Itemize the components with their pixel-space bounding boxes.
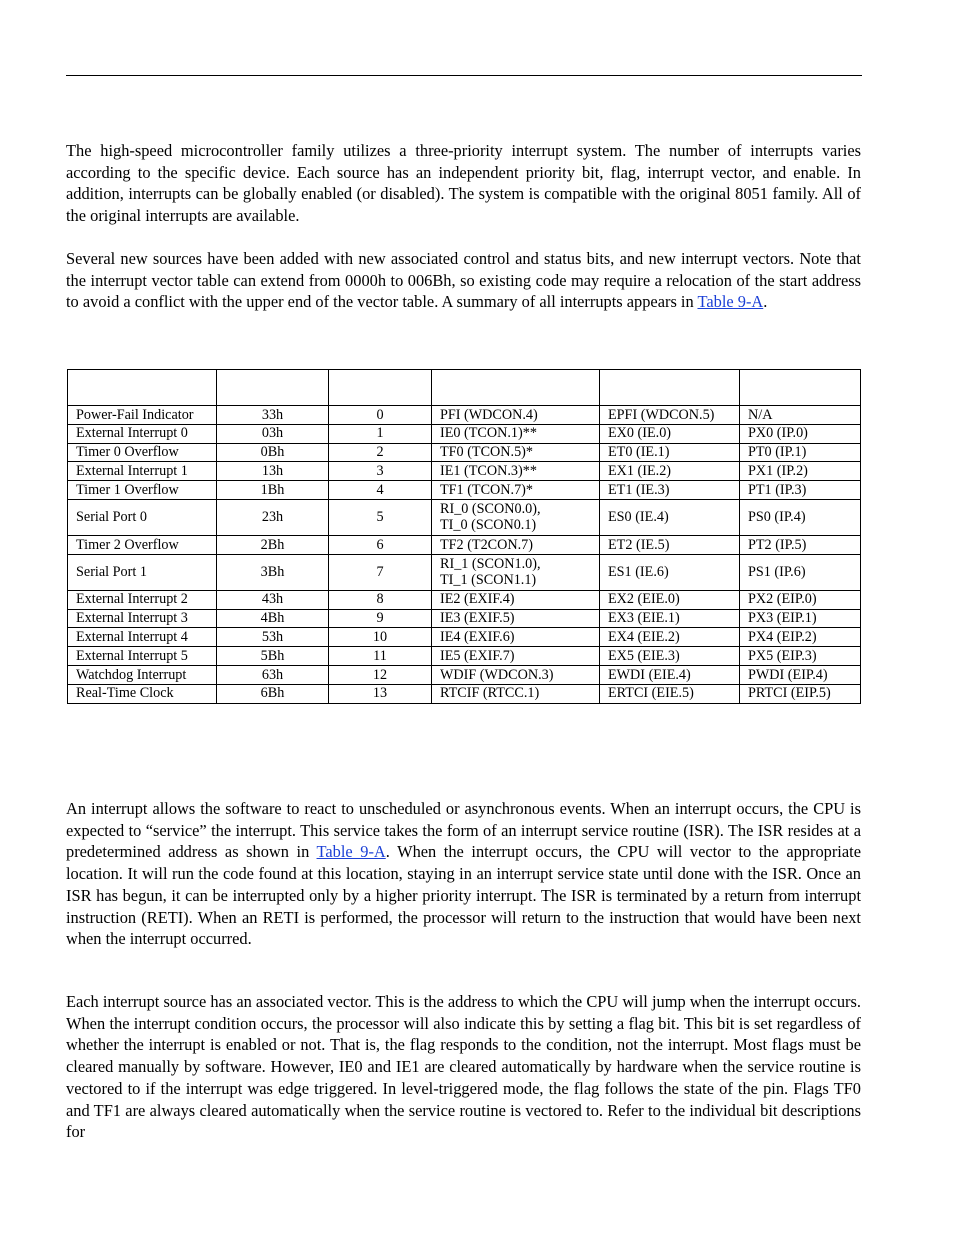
vector-cell: 13h bbox=[217, 462, 329, 481]
enable-cell: EX5 (EIE.3) bbox=[600, 647, 740, 666]
intro-paragraph-1: The high-speed microcontroller family utilizes a three-priority interrupt system. The number of interrupts varies according to the specific device. Each source has an independent priority bit, flag, interrupt vector, and enable. In addition, interrupts can be globally enabled (or disabled). The system is compatible with the original 8051 family. All of the original interrupts are available. bbox=[66, 141, 861, 226]
priority-cell: PRTCI (EIP.5) bbox=[740, 684, 861, 703]
flag-cell: RTCIF (RTCC.1) bbox=[432, 684, 600, 703]
priority-cell: PT1 (IP.3) bbox=[740, 481, 861, 500]
flag-cell: IE1 (TCON.3)** bbox=[432, 462, 600, 481]
table-row bbox=[68, 462, 861, 481]
table-row bbox=[68, 499, 861, 535]
enable-cell: EX0 (IE.0) bbox=[600, 424, 740, 443]
priority-cell: PX2 (EIP.0) bbox=[740, 590, 861, 609]
enable-cell: EPFI (WDCON.5) bbox=[600, 406, 740, 425]
header-cell bbox=[740, 370, 861, 406]
table-row bbox=[68, 406, 861, 425]
flag-line: RI_0 (SCON0.0), bbox=[440, 500, 541, 517]
flag-cell: TF1 (TCON.7)* bbox=[432, 481, 600, 500]
order-cell: 0 bbox=[329, 406, 432, 425]
body-paragraph-1-text-b: . When the interrupt occurs, the CPU will vector to the appropriate location. It will run the code found at this location, staying in an interrupt service state until done with the ISR. Once an ISR has begun, it can be interrupted only by a higher priority interrupt. The ISR is terminated by a return from interrupt instruction (RETI). When an RETI is performed, the processor will return to the instruction that would have been next when the interrupt occurred. bbox=[66, 842, 861, 949]
table-header-row bbox=[68, 370, 861, 406]
source-cell: Serial Port 1 bbox=[68, 554, 217, 590]
header-cell bbox=[600, 370, 740, 406]
vector-cell: 33h bbox=[217, 406, 329, 425]
priority-cell: PX3 (EIP.1) bbox=[740, 609, 861, 628]
order-cell: 9 bbox=[329, 609, 432, 628]
enable-cell: EX3 (EIE.1) bbox=[600, 609, 740, 628]
order-cell: 1 bbox=[329, 424, 432, 443]
flag-cell: TF2 (T2CON.7) bbox=[432, 535, 600, 554]
priority-cell: PX0 (IP.0) bbox=[740, 424, 861, 443]
order-cell: 11 bbox=[329, 647, 432, 666]
table-row bbox=[68, 665, 861, 684]
source-cell: External Interrupt 2 bbox=[68, 590, 217, 609]
body-paragraph-1-text-a: An interrupt allows the software to react to unscheduled or asynchronous events. When an interrupt occurs, the CPU is expected to “service” the interrupt. This service takes the form of an interrupt service routine (ISR). The ISR resides at a predetermined address as shown in bbox=[66, 799, 861, 862]
table-row bbox=[68, 535, 861, 554]
header-rule bbox=[66, 75, 862, 76]
flag-line: RI_1 (SCON1.0), bbox=[440, 555, 541, 572]
order-cell: 6 bbox=[329, 535, 432, 554]
table-row bbox=[68, 647, 861, 666]
vector-cell: 4Bh bbox=[217, 609, 329, 628]
enable-cell: ES0 (IE.4) bbox=[600, 499, 740, 535]
enable-cell: ET1 (IE.3) bbox=[600, 481, 740, 500]
vector-cell: 1Bh bbox=[217, 481, 329, 500]
order-cell: 13 bbox=[329, 684, 432, 703]
priority-cell: N/A bbox=[740, 406, 861, 425]
source-cell: External Interrupt 5 bbox=[68, 647, 217, 666]
intro-paragraph-2-end: . bbox=[763, 292, 768, 312]
flag-cell: IE5 (EXIF.7) bbox=[432, 647, 600, 666]
flag-cell: IE4 (EXIF.6) bbox=[432, 628, 600, 647]
table-9a-link[interactable]: Table 9-A bbox=[697, 292, 764, 312]
flag-cell: IE2 (EXIF.4) bbox=[432, 590, 600, 609]
order-cell: 7 bbox=[329, 554, 432, 590]
order-cell: 4 bbox=[329, 481, 432, 500]
vector-cell: 2Bh bbox=[217, 535, 329, 554]
table-row bbox=[68, 481, 861, 500]
table-row bbox=[68, 424, 861, 443]
source-cell: External Interrupt 3 bbox=[68, 609, 217, 628]
vector-cell: 3Bh bbox=[217, 554, 329, 590]
order-cell: 10 bbox=[329, 628, 432, 647]
enable-cell: ET0 (IE.1) bbox=[600, 443, 740, 462]
interrupt-summary-table bbox=[67, 369, 861, 704]
header-cell bbox=[217, 370, 329, 406]
source-cell: Timer 1 Overflow bbox=[68, 481, 217, 500]
enable-cell: EWDI (EIE.4) bbox=[600, 665, 740, 684]
order-cell: 5 bbox=[329, 499, 432, 535]
priority-cell: PX4 (EIP.2) bbox=[740, 628, 861, 647]
enable-cell: ERTCI (EIE.5) bbox=[600, 684, 740, 703]
intro-paragraph-2-text: Several new sources have been added with new associated control and status bits, and new interrupt vectors. Note that the interrupt vector table can extend from 0000h to 006Bh, so existing code may require a relocation of the start address to avoid a conflict with the upper end of the vector table. A summary of all interrupts appears in bbox=[66, 249, 861, 312]
order-cell: 3 bbox=[329, 462, 432, 481]
priority-cell: PT0 (IP.1) bbox=[740, 443, 861, 462]
source-cell: Power-Fail Indicator bbox=[68, 406, 217, 425]
header-cell bbox=[432, 370, 600, 406]
vector-cell: 6Bh bbox=[217, 684, 329, 703]
priority-cell: PX5 (EIP.3) bbox=[740, 647, 861, 666]
table-row bbox=[68, 554, 861, 590]
table-row bbox=[68, 628, 861, 647]
body-paragraph-1 bbox=[66, 798, 861, 950]
header-cell bbox=[329, 370, 432, 406]
vector-cell: 03h bbox=[217, 424, 329, 443]
flag-line: TI_1 (SCON1.1) bbox=[440, 572, 537, 589]
enable-cell: EX1 (IE.2) bbox=[600, 462, 740, 481]
source-cell: Real-Time Clock bbox=[68, 684, 217, 703]
source-cell: External Interrupt 0 bbox=[68, 424, 217, 443]
order-cell: 12 bbox=[329, 665, 432, 684]
intro-paragraph-2 bbox=[66, 248, 861, 313]
enable-cell: ES1 (IE.6) bbox=[600, 554, 740, 590]
priority-cell: PX1 (IP.2) bbox=[740, 462, 861, 481]
source-cell: External Interrupt 4 bbox=[68, 628, 217, 647]
source-cell: External Interrupt 1 bbox=[68, 462, 217, 481]
flag-cell bbox=[432, 499, 600, 535]
vector-cell: 23h bbox=[217, 499, 329, 535]
priority-cell: PWDI (EIP.4) bbox=[740, 665, 861, 684]
vector-cell: 53h bbox=[217, 628, 329, 647]
order-cell: 8 bbox=[329, 590, 432, 609]
vector-cell: 43h bbox=[217, 590, 329, 609]
table-row bbox=[68, 443, 861, 462]
priority-cell: PS0 (IP.4) bbox=[740, 499, 861, 535]
enable-cell: ET2 (IE.5) bbox=[600, 535, 740, 554]
table-row bbox=[68, 684, 861, 703]
source-cell: Serial Port 0 bbox=[68, 499, 217, 535]
order-cell: 2 bbox=[329, 443, 432, 462]
source-cell: Timer 2 Overflow bbox=[68, 535, 217, 554]
body-paragraph-2: Each interrupt source has an associated vector. This is the address to which the CPU will jump when the interrupt occurs. When the interrupt condition occurs, the processor will also indicate this by setting a flag bit. This bit is set regardless of whether the interrupt is enabled or not. That is, the flag responds to the condition, not the interrupt. Most flags must be cleared manually by software. However, IE0 and IE1 are cleared automatically by hardware when the service routine is vectored to if the interrupt was edge triggered. In level-triggered mode, the flag follows the state of the pin. Flags TF0 and TF1 are always cleared automatically when the service routine is vectored to. Refer to the individual bit descriptions for bbox=[66, 992, 861, 1142]
enable-cell: EX4 (EIE.2) bbox=[600, 628, 740, 647]
vector-cell: 0Bh bbox=[217, 443, 329, 462]
table-row bbox=[68, 590, 861, 609]
enable-cell: EX2 (EIE.0) bbox=[600, 590, 740, 609]
flag-line: TI_0 (SCON0.1) bbox=[440, 517, 537, 534]
flag-cell: IE0 (TCON.1)** bbox=[432, 424, 600, 443]
priority-cell: PT2 (IP.5) bbox=[740, 535, 861, 554]
flag-cell: IE3 (EXIF.5) bbox=[432, 609, 600, 628]
header-cell bbox=[68, 370, 217, 406]
source-cell: Timer 0 Overflow bbox=[68, 443, 217, 462]
flag-cell: PFI (WDCON.4) bbox=[432, 406, 600, 425]
flag-cell: WDIF (WDCON.3) bbox=[432, 665, 600, 684]
flag-cell bbox=[432, 554, 600, 590]
table-9a-link[interactable]: Table 9-A bbox=[316, 842, 386, 862]
source-cell: Watchdog Interrupt bbox=[68, 665, 217, 684]
flag-cell: TF0 (TCON.5)* bbox=[432, 443, 600, 462]
vector-cell: 5Bh bbox=[217, 647, 329, 666]
priority-cell: PS1 (IP.6) bbox=[740, 554, 861, 590]
vector-cell: 63h bbox=[217, 665, 329, 684]
table-row bbox=[68, 609, 861, 628]
